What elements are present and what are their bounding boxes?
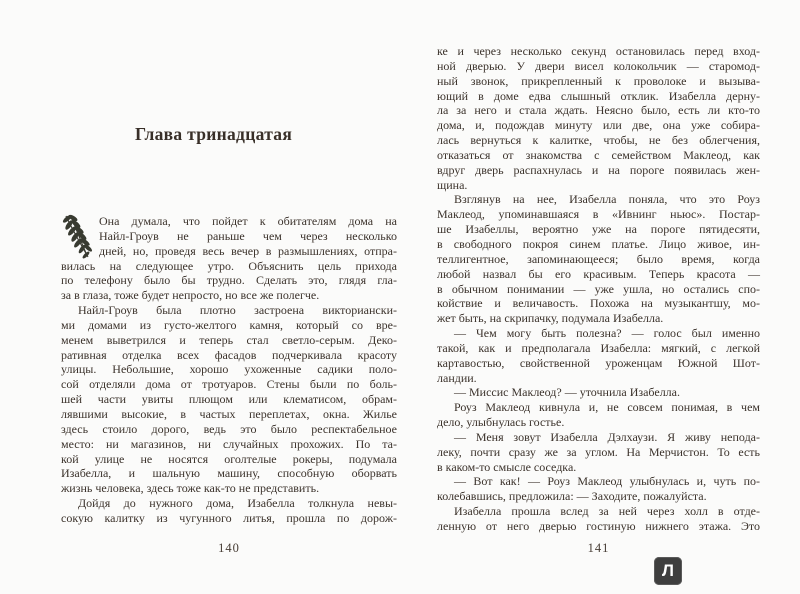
text-line: в свободного покроя синем платье. Лицо живое, ин- — [437, 236, 760, 251]
left-page — [61, 0, 397, 594]
text-line: теллигентное, запоминающееся; было время, когда — [437, 251, 760, 266]
text-line: в обычном понимании — уже ушла, но остались спо- — [437, 281, 760, 296]
chapter-heading: Глава тринадцатая — [135, 124, 293, 144]
text-line: ленную от него дверью гостиную нижнего этажа. Это — [437, 519, 760, 533]
text-line: койствие и величавость. Похожа на музыкантшу, мо- — [437, 296, 760, 311]
left-page-text — [61, 214, 397, 526]
text-line: Найл-Гроув была плотно застроена викториански- — [78, 303, 397, 318]
text-line: жизнь человека, здесь тоже как-то не представить. — [61, 481, 320, 496]
text-line: здесь стоило дорого, ведь это было респектабельное — [61, 421, 397, 436]
text-line: за в глаза, тоже будет непросто, но все же полегче. — [61, 288, 320, 303]
text-line: жет быть, на скрипачку, подумала Изабелла. — [437, 311, 664, 326]
text-line: вилась на следующее утро. Объяснить цель прихода — [61, 258, 397, 273]
leaf-sprig-ornament-icon — [61, 215, 91, 245]
text-line: сокую калитку из чугунного литья, прошла по дорож- — [61, 510, 397, 525]
text-line: улицы. Небольшие, хорошо ухоженные садики поло- — [61, 362, 397, 377]
text-line: — Миссис Маклеод? — уточнила Изабелла. — [454, 385, 680, 400]
text-line: ке и через несколько секунд остановилась перед вход- — [437, 44, 760, 58]
page-number-right: 141 — [587, 541, 610, 555]
page-number-left: 140 — [218, 541, 240, 555]
text-line: Изабелла прошла вслед за ней через холл в отде- — [454, 504, 760, 519]
paragraph — [437, 400, 760, 430]
text-line: колебавшись, предложила: — Заходите, пожалуйста. — [437, 489, 707, 504]
text-line: — Вот как! — Роуз Маклеод улыбнулась и, чуть по- — [454, 474, 760, 489]
text-line: ный звонок, прикрепленный к проволоке и вызыва- — [437, 73, 760, 88]
text-line: в каком-то смысле соседка. — [437, 459, 577, 474]
text-line: ной дверью. У двери висел колокольчик — старомод- — [437, 58, 760, 73]
paragraph — [437, 430, 760, 475]
paragraph — [437, 385, 760, 400]
text-line: кой улице не носятся оголтелые рокеры, подумала — [61, 451, 397, 466]
text-line: Роуз Маклеод кивнула и, не совсем понимая, в чем — [454, 400, 760, 415]
text-line: сой отделяли дома от тротуаров. Стены были по боль- — [61, 377, 397, 392]
text-line: Она думала, что пойдет к обитателям дома на — [99, 214, 397, 228]
text-line: ми домами из густо-желтого камня, который со вре- — [61, 317, 397, 332]
text-line: ландии. — [437, 370, 477, 385]
text-line: менем выветрился и теперь стал светло-серым. Деко- — [61, 332, 397, 347]
text-line: леку, почти сразу же за углом. На Мерчистон. То есть — [437, 444, 760, 459]
text-line: — Чем могу быть полезна? — голос был именно — [454, 326, 760, 341]
right-page — [437, 0, 760, 594]
paragraph — [61, 303, 397, 496]
text-line: ше Изабеллы, вероятно уже на пороге пятидесяти, — [437, 222, 760, 237]
text-line: Взглянув на нее, Изабелла поняла, что это Роуз — [454, 192, 760, 207]
paragraph — [437, 192, 760, 326]
text-line: Дойдя до нужного дома, Изабелла толкнула невы- — [78, 496, 397, 511]
watermark-letter: Л — [662, 560, 674, 580]
text-line: такой, как и предполагала Изабелла: мягкий, с легкой — [437, 340, 760, 355]
paragraph — [61, 496, 397, 526]
text-line: дело, улыбнулась гостье. — [437, 415, 565, 430]
text-line: — Меня зовут Изабелла Дэлхаузи. Я живу непода- — [454, 429, 760, 444]
text-line: вдруг дверь распахнулась и на пороге появилась жен- — [437, 162, 760, 177]
paragraph — [437, 504, 760, 534]
text-line: лась вернуться к калитке, чтобы, не без облегчения, — [437, 133, 760, 148]
bookstore-watermark-badge — [654, 557, 682, 585]
text-line: ративная отделка всех фасадов подчеркивала красоту — [61, 347, 397, 362]
text-line: Найл-Гроув не раньше чем через несколько — [99, 228, 397, 243]
text-line: отказаться от знакомства с семейством Маклеод, как — [437, 147, 760, 162]
text-line: место: ни магазинов, ни случайных прохожих. По та- — [61, 436, 397, 451]
right-page-text — [437, 44, 760, 534]
paragraph — [61, 214, 397, 303]
text-line: дней, но, проведя весь вечер в размышлениях, отпра- — [99, 243, 397, 258]
paragraph — [437, 44, 760, 192]
text-line: лявшими высокие, в частых переплетах, окна. Жилье — [61, 406, 397, 421]
text-line: ющий в доме едва слышный отклик. Изабелла дерну- — [437, 88, 760, 103]
text-line: ла за него и стала ждать. Неясно было, есть ли кто-то — [437, 103, 760, 118]
text-line: шей части увиты плющом или клематисом, обрам- — [61, 392, 397, 407]
text-line: любой назвал бы его красивым. Теперь красота — — [437, 266, 760, 281]
paragraph — [437, 474, 760, 504]
paragraph — [437, 326, 760, 385]
text-line: картавостью, свойственной уроженцам Южной Шот- — [437, 355, 760, 370]
text-line: Маклеод, упоминавшаяся в «Ивнинг ньюс». Постар- — [437, 207, 760, 222]
text-line: дома, и, подождав минуту или две, она уже собира- — [437, 118, 760, 133]
text-line: щина. — [437, 177, 468, 192]
text-line: по телефону было бы трудно. Сделать это, глядя гла- — [61, 273, 397, 288]
text-line: Изабелла, и шальную машину, способную оборвать — [61, 466, 397, 481]
